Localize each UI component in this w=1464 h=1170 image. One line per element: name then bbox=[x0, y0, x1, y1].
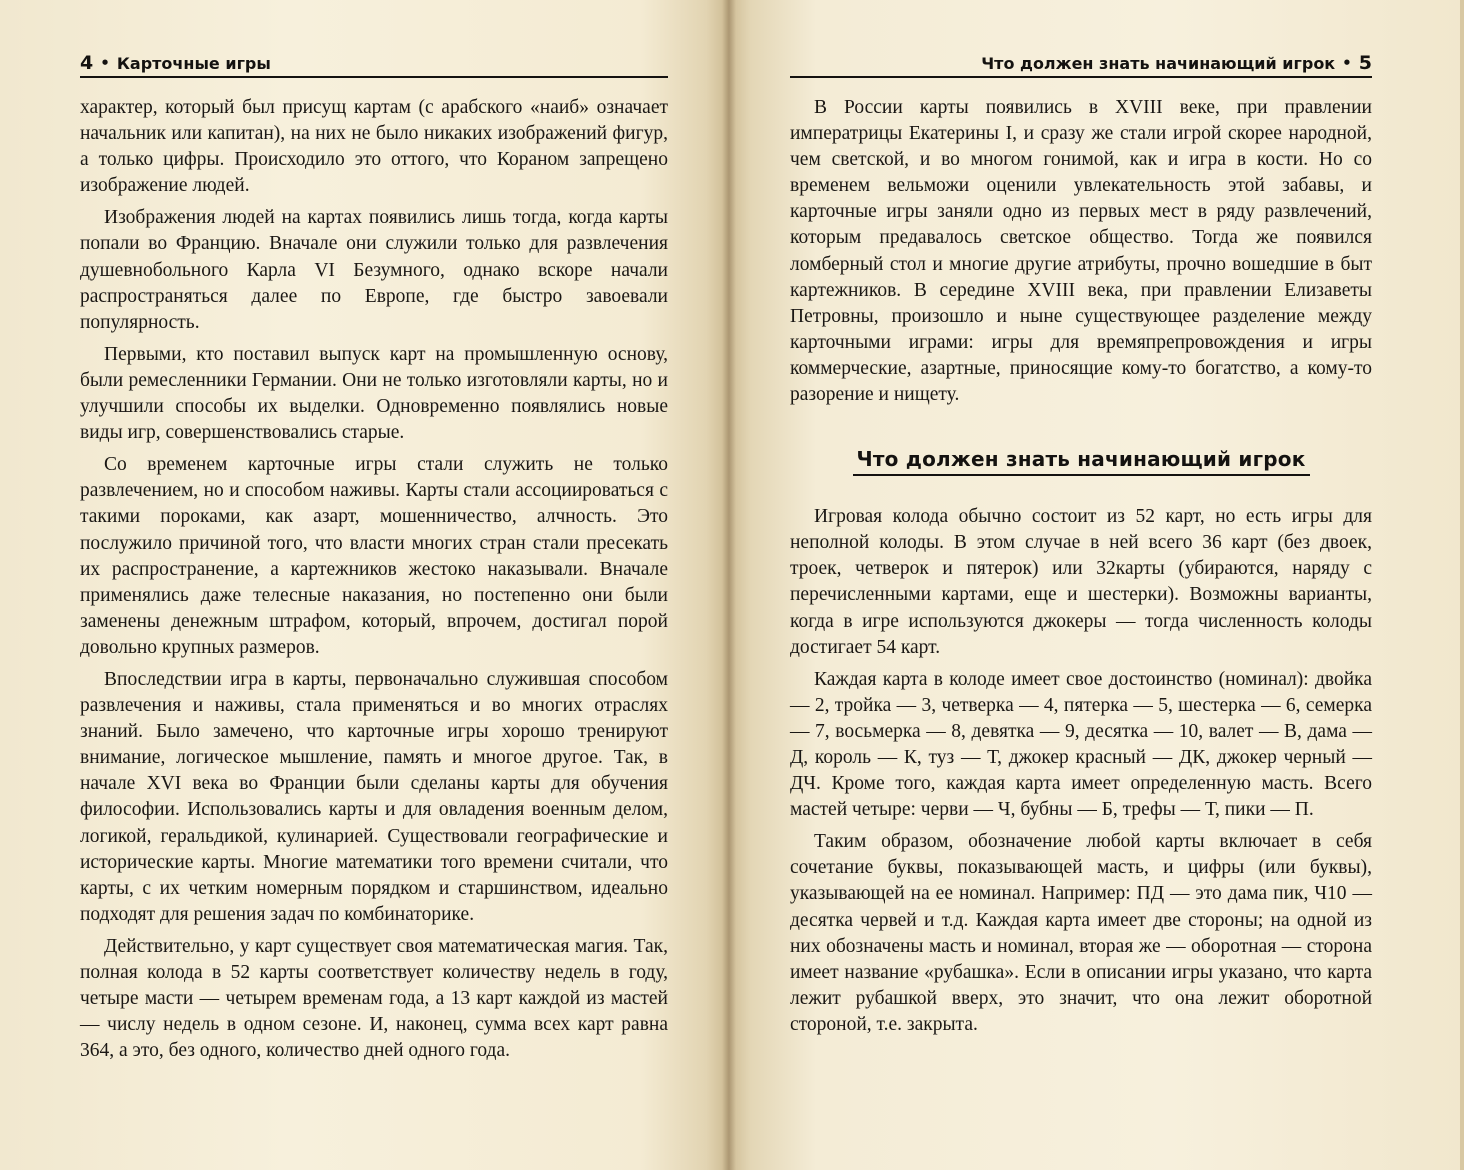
left-running-header bbox=[80, 50, 668, 76]
paragraph: В России карты появились в XVIII веке, при правлении императрицы Екатерины I, и сразу же стали игрой скорее народной, чем светской, и во многом гонимой, как и игра в кости. Но со временем вельможи оценили увлекательность этой забавы, и карточные игры заняли одно из первых мест в ряду развлечений, которым предавалось светское общество. Тогда же появился ломберный стол и многие другие атрибуты, прочно вошедшие в быт картежников. В середине XVIII века, при правлении Елизаветы Петровны, произошло и ныне существующее разделение между карточными играми: игры для времяпрепровождения и игры коммерческие, азартные, приносящие кому-то богатство, а кому-то разорение и нищету. bbox=[790, 97, 1372, 406]
right-header-rule bbox=[790, 76, 1372, 78]
right-body-text bbox=[790, 95, 1372, 1044]
paragraph: Первыми, кто поставил выпуск карт на промышленную основу, были ремесленники Германии. Они не только изготовляли карты, но и улучшили способы их выделки. Одновременно появлялись новые виды игр, совершенствовались старые. bbox=[80, 343, 668, 444]
section-heading bbox=[790, 446, 1372, 476]
paragraph: Каждая карта в колоде имеет свое достоинство (номинал): двойка — 2, тройка — 3, четверка — 4, пятерка — 5, шестерка — 6, семерка — 7, восьмерка — 8, девятка — 9, десятка — 10, валет — В, дама — Д, король — К, туз — Т, джокер красный — ДК, джокер черный — ДЧ. Кроме того, каждая карта имеет определенную масть. Всего мастей четыре: черви — Ч, бубны — Б, трефы — Т, пики — П. bbox=[790, 668, 1372, 821]
left-running-title: Карточные игры bbox=[116, 53, 271, 73]
left-header-rule bbox=[80, 76, 668, 78]
right-running-header bbox=[790, 50, 1372, 76]
paragraph: Со временем карточные игры стали служить не только развлечением, но и способом наживы. Карты стали ассоциироваться с такими пороками, как азарт, мошенничество, алчность. Это послужило причиной того, что власти многих стран стали пресекать их распространение, а картежников жестоко наказывали. Вначале применялись даже телесные наказания, но постепенно они были заменены денежным штрафом, который, впрочем, достигал порой довольно крупных размеров. bbox=[80, 454, 668, 658]
paragraph: Таким образом, обозначение любой карты включает в себя сочетание буквы, показывающей масть, и цифры (или буквы), указывающей на ее номинал. Например: ПД — это дама пик, Ч10 — десятка червей и т.д. Каждая карта имеет две стороны; на одной из них обозначены масть и номинал, вторая же — оборотная — сторона имеет название «рубашка». Если в описании игры указано, что карта лежит рубашкой вверх, это значит, что она лежит оборотной стороной, т.е. закрыта. bbox=[790, 831, 1372, 1035]
left-page-number: 4 bbox=[80, 52, 94, 74]
right-running-title: Что должен знать начинающий игрок bbox=[981, 53, 1336, 73]
right-page-number: 5 bbox=[1358, 52, 1372, 74]
left-page bbox=[0, 0, 728, 1170]
paragraph: Впоследствии игра в карты, первоначально служившая способом развлечения и наживы, стала применяться и во многих отраслях знаний. Было замечено, что карточные игры хорошо тренируют внимание, логическое мышление, память и многое другое. Так, в начале XVI века во Франции были сделаны карты для обучения философии. Использовались карты и для овладения военным делом, логикой, геральдикой, кулинарией. Существовали географические и исторические карты. Многие математики того времени считали, что карты, с их четким номерным порядком и старшинством, идеально подходят для решения задач по комбинаторике. bbox=[80, 668, 668, 925]
paragraph: Игровая колода обычно состоит из 52 карт, но есть игры для неполной колоды. В этом случае в ней всего 36 карт (без двоек, троек, четверок и пятерок) или 32карты (убираются, наряду с перечисленными картами, еще и шестерки). Возможны варианты, когда в игре используются джокеры — тогда численность колоды достигает 54 карт. bbox=[790, 506, 1372, 658]
section-heading-text: Что должен знать начинающий игрок bbox=[853, 446, 1310, 476]
paragraph: Действительно, у карт существует своя математическая магия. Так, полная колода в 52 карты соответствует количеству недель в году, четыре масти — четырем временам года, а 13 карт каждой из мастей — числу недель в одном сезоне. И, наконец, сумма всех карт равна 364, а это, без одного, количество дней одного года. bbox=[80, 935, 668, 1062]
page-edge bbox=[1460, 0, 1464, 1170]
paragraph: Изображения людей на картах появились лишь тогда, когда карты попали во Францию. Вначале они служили только для развлечения душевнобольного Карла VI Безумного, однако вскоре начали распространяться далее по Европе, где быстро завоевали популярность. bbox=[80, 207, 668, 333]
book-gutter bbox=[722, 0, 736, 1170]
paragraph: характер, который был присущ картам (с арабского «наиб» означает начальник или капитан), на них не было никаких изображений фигур, а только цифры. Происходило это оттого, что Кораном запрещено изображение людей. bbox=[80, 97, 668, 197]
header-bullet: • bbox=[100, 54, 110, 72]
header-bullet: • bbox=[1342, 54, 1352, 72]
left-body-text bbox=[80, 95, 668, 1070]
right-page bbox=[728, 0, 1464, 1170]
